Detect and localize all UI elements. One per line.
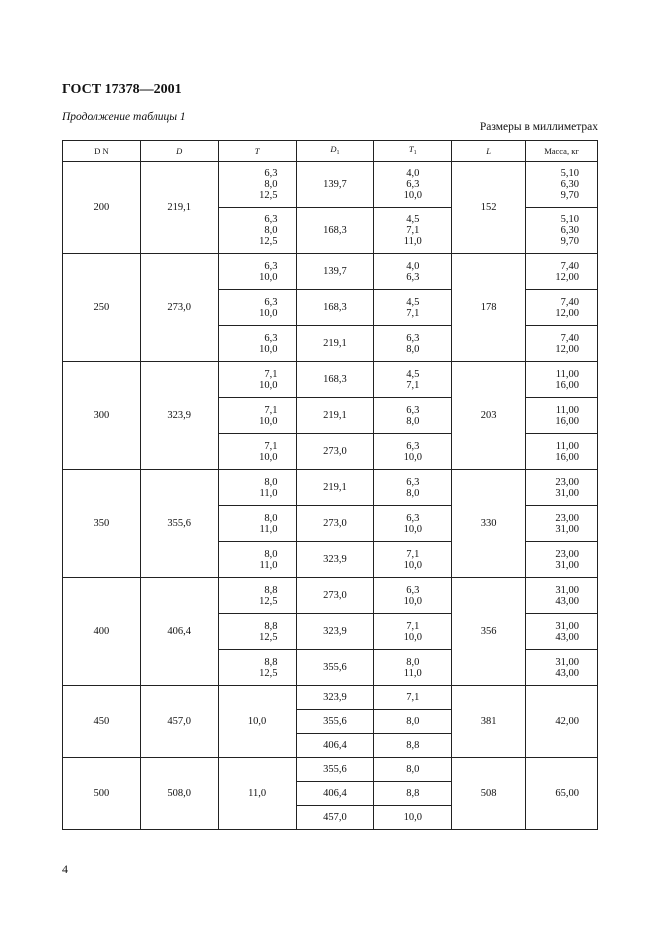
col-header-d: D: [140, 141, 218, 162]
cell-mass: 11,00 16,00: [526, 434, 598, 470]
cell-t1: 4,5 7,1: [374, 290, 452, 326]
cell-mass: 23,00 31,00: [526, 470, 598, 506]
cell-mass: 7,40 12,00: [526, 326, 598, 362]
cell-d1: 139,7: [296, 254, 374, 290]
cell-t: 8,8 12,5: [218, 578, 296, 614]
cell-dn: 200: [63, 162, 141, 254]
cell-d1: 273,0: [296, 506, 374, 542]
cell-mass: 23,00 31,00: [526, 506, 598, 542]
cell-mass: 31,00 43,00: [526, 614, 598, 650]
cell-d1: 323,9: [296, 686, 374, 710]
table-row: [63, 362, 598, 398]
cell-t: 10,0: [218, 686, 296, 758]
col-header-mass: Масса, кг: [526, 141, 598, 162]
cell-l: 203: [452, 362, 526, 470]
cell-d1: 323,9: [296, 542, 374, 578]
cell-t: 8,0 11,0: [218, 542, 296, 578]
cell-t1: 4,5 7,1: [374, 362, 452, 398]
cell-d: 323,9: [140, 362, 218, 470]
cell-dn: 300: [63, 362, 141, 470]
cell-d1: 168,3: [296, 208, 374, 254]
cell-t1: 8,0: [374, 758, 452, 782]
cell-d1: 457,0: [296, 806, 374, 830]
cell-t1: 6,3 10,0: [374, 578, 452, 614]
cell-d1: 406,4: [296, 782, 374, 806]
cell-l: 381: [452, 686, 526, 758]
table-continuation-label: Продолжение таблицы 1: [62, 111, 186, 123]
cell-d: 355,6: [140, 470, 218, 578]
cell-t: 8,8 12,5: [218, 614, 296, 650]
cell-t1: 6,3 10,0: [374, 434, 452, 470]
table-row: [63, 470, 598, 506]
cell-l: 178: [452, 254, 526, 362]
cell-t: 6,3 10,0: [218, 290, 296, 326]
cell-dn: 400: [63, 578, 141, 686]
cell-d1: 406,4: [296, 734, 374, 758]
cell-dn: 500: [63, 758, 141, 830]
cell-t1: 8,0 11,0: [374, 650, 452, 686]
cell-d: 406,4: [140, 578, 218, 686]
units-label: Размеры в миллиметрах: [479, 121, 598, 133]
cell-t1: 6,3 8,0: [374, 398, 452, 434]
cell-d1: 273,0: [296, 434, 374, 470]
dimensions-table: [62, 140, 598, 830]
cell-t1: 10,0: [374, 806, 452, 830]
cell-mass: 42,00: [526, 686, 598, 758]
cell-d1: 168,3: [296, 362, 374, 398]
table-row: [63, 686, 598, 710]
cell-t: 7,1 10,0: [218, 362, 296, 398]
cell-t: 6,3 8,0 12,5: [218, 208, 296, 254]
cell-t1: 6,3 10,0: [374, 506, 452, 542]
cell-d1: 219,1: [296, 470, 374, 506]
cell-t1: 4,0 6,3: [374, 254, 452, 290]
table-row: [63, 162, 598, 208]
cell-l: 356: [452, 578, 526, 686]
table-row: [63, 578, 598, 614]
cell-mass: 31,00 43,00: [526, 578, 598, 614]
cell-d1: 273,0: [296, 578, 374, 614]
cell-t1: 7,1 10,0: [374, 614, 452, 650]
cell-l: 152: [452, 162, 526, 254]
table-header-row: [63, 141, 598, 162]
cell-d1: 219,1: [296, 398, 374, 434]
cell-t: 7,1 10,0: [218, 398, 296, 434]
cell-t: 8,0 11,0: [218, 506, 296, 542]
cell-mass: 31,00 43,00: [526, 650, 598, 686]
col-header-d1: $D_1$: [296, 141, 374, 162]
cell-mass: 65,00: [526, 758, 598, 830]
cell-dn: 250: [63, 254, 141, 362]
cell-t1: 8,8: [374, 782, 452, 806]
table-row: [63, 758, 598, 782]
page-number: 4: [62, 862, 68, 876]
cell-dn: 350: [63, 470, 141, 578]
cell-t: 6,3 10,0: [218, 254, 296, 290]
cell-t1: 7,1: [374, 686, 452, 710]
cell-t1: 4,5 7,1 11,0: [374, 208, 452, 254]
cell-t: 6,3 10,0: [218, 326, 296, 362]
cell-d1: 139,7: [296, 162, 374, 208]
cell-mass: 11,00 16,00: [526, 398, 598, 434]
col-header-dn: D N: [63, 141, 141, 162]
col-header-t1: $T_1$: [374, 141, 452, 162]
cell-d1: 168,3: [296, 290, 374, 326]
document-title: ГОСТ 17378—2001: [62, 82, 182, 97]
cell-mass: 5,10 6,30 9,70: [526, 162, 598, 208]
cell-d: 457,0: [140, 686, 218, 758]
cell-d1: 323,9: [296, 614, 374, 650]
cell-l: 330: [452, 470, 526, 578]
cell-t: 8,0 11,0: [218, 470, 296, 506]
cell-dn: 450: [63, 686, 141, 758]
cell-l: 508: [452, 758, 526, 830]
cell-t: 6,3 8,0 12,5: [218, 162, 296, 208]
cell-t1: 8,0: [374, 710, 452, 734]
cell-d: 219,1: [140, 162, 218, 254]
cell-t1: 6,3 8,0: [374, 326, 452, 362]
cell-d: 508,0: [140, 758, 218, 830]
cell-t1: 8,8: [374, 734, 452, 758]
cell-t1: 7,1 10,0: [374, 542, 452, 578]
cell-mass: 7,40 12,00: [526, 254, 598, 290]
cell-t: 8,8 12,5: [218, 650, 296, 686]
table-row: [63, 254, 598, 290]
cell-mass: 7,40 12,00: [526, 290, 598, 326]
cell-d1: 355,6: [296, 650, 374, 686]
cell-t1: 6,3 8,0: [374, 470, 452, 506]
cell-mass: 11,00 16,00: [526, 362, 598, 398]
cell-t1: 4,0 6,3 10,0: [374, 162, 452, 208]
cell-t: 11,0: [218, 758, 296, 830]
cell-mass: 23,00 31,00: [526, 542, 598, 578]
cell-d1: 355,6: [296, 758, 374, 782]
cell-d1: 355,6: [296, 710, 374, 734]
cell-d1: 219,1: [296, 326, 374, 362]
cell-t: 7,1 10,0: [218, 434, 296, 470]
cell-mass: 5,10 6,30 9,70: [526, 208, 598, 254]
cell-d: 273,0: [140, 254, 218, 362]
col-header-t: T: [218, 141, 296, 162]
col-header-l: L: [452, 141, 526, 162]
